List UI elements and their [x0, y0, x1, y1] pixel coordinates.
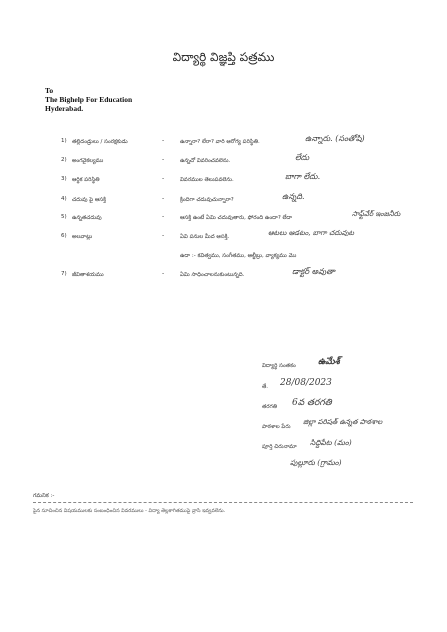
to-line: To — [45, 86, 54, 95]
address-value-line2: పుల్లూరు (గ్రామం) — [290, 458, 342, 467]
row-dash: - — [162, 213, 165, 220]
row-answer: సాఫ్ట్‌వేర్ ఇంజనీరు — [352, 210, 401, 218]
row-number: 6) — [61, 233, 67, 239]
class-value: 6వ తరగతి — [292, 398, 332, 408]
date-label: తే. — [262, 384, 269, 390]
row-dash: - — [162, 156, 165, 163]
row-answer: బాగా లేదు. — [285, 172, 321, 181]
row-prompt: ఏవి పనుల మీద ఆసక్తి. — [180, 234, 230, 240]
row-answer: ఆటలు ఆడటం, బాగా చదువుట — [268, 229, 355, 237]
row-answer: లేదు — [295, 153, 310, 162]
row-label: అంగవైకల్యము — [72, 158, 104, 164]
row-answer: డాక్టర్ అవుతా — [292, 267, 335, 276]
row-prompt: ఏమి సాధించాలనుకుంటున్నది. — [180, 272, 245, 278]
row-prompt: ఆసక్తి ఉంటే ఏమి చదువుతారు, ఫోరంది ఉందా? లేదా — [180, 215, 293, 221]
row-number: 2) — [61, 157, 67, 163]
page-title: విద్యార్థి విజ్ఞప్తి పత్రము — [172, 50, 275, 64]
student-signature: ఉమేశ్ — [318, 357, 340, 367]
school-value: జిల్లా పరిషత్ ఉన్నత పాఠశాల — [303, 418, 383, 426]
row-label: ఆర్థిక పరిస్థితి — [72, 177, 100, 183]
note-divider — [33, 502, 413, 503]
class-label: తరగతి — [262, 404, 278, 410]
row-number: 7) — [61, 271, 67, 277]
row-label: తల్లిదండ్రులు / సంరక్షకుడు — [72, 139, 128, 145]
row-number: 4) — [61, 196, 67, 202]
row-answer: ఉన్నారు. (సంతోషి) — [305, 134, 365, 143]
row-number: 1) — [61, 138, 67, 144]
city-line: Hyderabad. — [45, 104, 84, 113]
row-label: చదువు పై ఆసక్తి — [72, 197, 106, 203]
date-value: 28/08/2023 — [280, 378, 332, 388]
school-label: పాఠశాల పేరు — [262, 424, 291, 430]
row-number: 3) — [61, 176, 67, 182]
row-example: ఉదా :- కవిత్వము, సంగీతము, ఆల్జీబ్రు, వ్యాక్యము మొ — [180, 253, 297, 259]
address-label: పూర్తి చిరునామా — [262, 444, 297, 450]
note-text: పైన సూచించిన విషయములకు సంబంధించిన వివరములు - విద్యా తెల్లకాగితముపై వ్రాసి ఇవ్వవలెను. — [33, 508, 226, 514]
row-label: అలవాట్లు — [72, 234, 93, 240]
row-label: జీవితాశయము — [72, 272, 104, 278]
note-heading: గమనిక :- — [33, 493, 55, 499]
row-dash: - — [162, 175, 165, 182]
row-label: ఉన్నతచదువు — [72, 215, 102, 221]
row-dash: - — [162, 137, 165, 144]
row-dash: - — [162, 232, 165, 239]
row-prompt: క్రిందిగా చదువుచున్నారా? — [180, 197, 234, 203]
row-dash: - — [162, 195, 165, 202]
row-prompt: వివరముల తెలుపవలెను. — [180, 177, 234, 183]
student-signature-label: విద్యార్థి సంతకం — [262, 363, 296, 369]
row-prompt: ఉన్నచో వివరించవలెను. — [180, 158, 231, 164]
row-dash: - — [162, 270, 165, 277]
row-number: 5) — [61, 214, 67, 220]
address-value: సిద్దిపేట (మం) — [310, 438, 352, 447]
addressee-line: The Bighelp For Education — [45, 95, 133, 104]
row-prompt: ఉన్నారా? లేరా? వారి ఆరోగ్య పరిస్థితి. — [180, 139, 260, 145]
row-answer: ఉన్నది. — [282, 192, 305, 201]
